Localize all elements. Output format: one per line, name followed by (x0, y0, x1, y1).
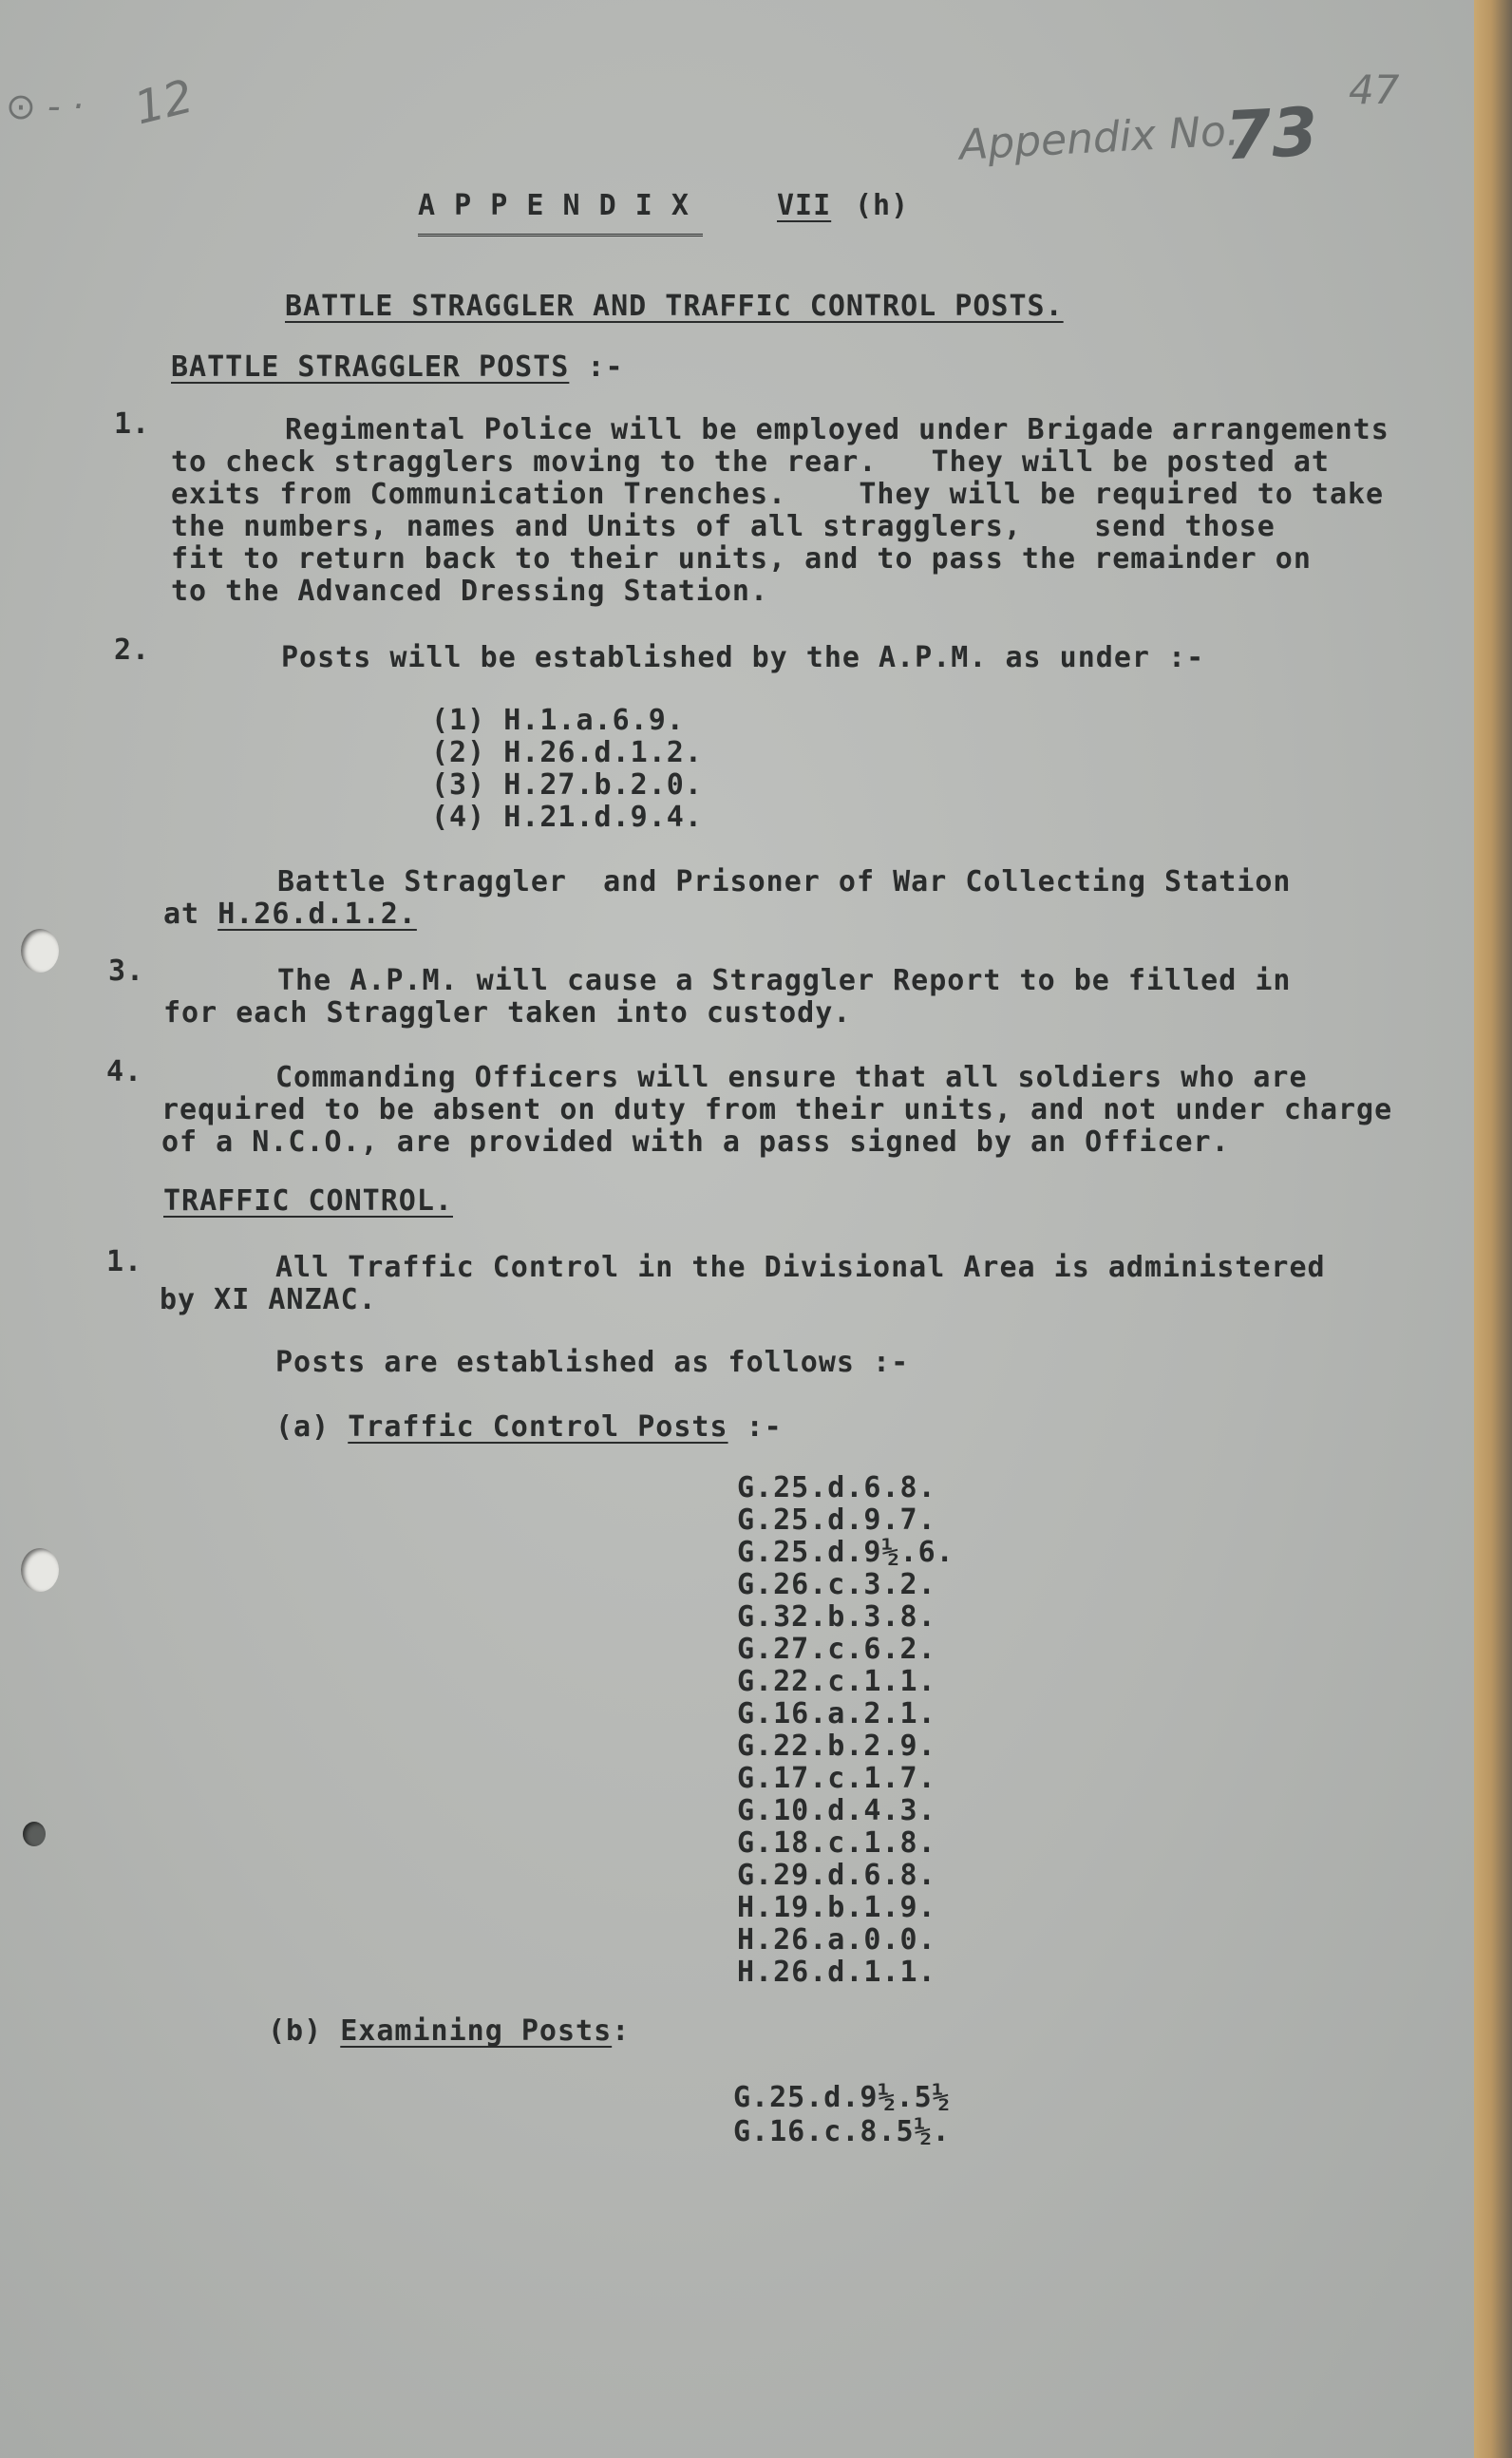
para-line: to the Advanced Dressing Station. (171, 575, 769, 608)
map-reference: G.18.c.1.8. (737, 1826, 936, 1860)
para-line: the numbers, names and Units of all stragglers, send those (171, 510, 1276, 543)
subsection-heading-traffic-posts: (a) Traffic Control Posts :- (275, 1410, 783, 1444)
post-item: (1) H.1.a.6.9. (431, 704, 685, 737)
post-item: (2) H.26.d.1.2. (431, 736, 703, 769)
punch-hole (21, 1548, 59, 1592)
appendix-number-roman: VII (777, 189, 832, 222)
map-reference: G.25.d.9.7. (737, 1503, 936, 1537)
para-line: All Traffic Control in the Divisional Area is administered (275, 1251, 1326, 1284)
punch-hole (23, 1822, 46, 1846)
map-reference: G.26.c.3.2. (737, 1568, 936, 1601)
para-number: 1. (114, 407, 151, 441)
document-title: BATTLE STRAGGLER AND TRAFFIC CONTROL POSTS. (285, 290, 1064, 323)
map-reference: G.22.b.2.9. (737, 1730, 936, 1763)
para-line: for each Straggler taken into custody. (163, 996, 852, 1030)
para-number: 2. (114, 633, 151, 667)
para-line: Regimental Police will be employed under Brigade arrangements (285, 413, 1389, 446)
appendix-label: Appendix No. (957, 106, 1241, 170)
page-edge (1474, 0, 1512, 2458)
para-number: 3. (108, 955, 145, 988)
map-reference: G.17.c.1.7. (737, 1762, 936, 1795)
para-number: 4. (106, 1055, 143, 1088)
post-item: (4) H.21.d.9.4. (431, 801, 703, 834)
map-reference: G.16.c.8.5½. (733, 2115, 951, 2148)
post-item: (3) H.27.b.2.0. (431, 768, 703, 802)
map-reference: H.26.a.0.0. (737, 1923, 936, 1957)
para-line: Posts are established as follows :- (275, 1346, 910, 1379)
traffic-post-list (737, 1472, 954, 1989)
section-heading-traffic: TRAFFIC CONTROL. (163, 1184, 453, 1218)
map-reference: G.10.d.4.3. (737, 1794, 936, 1827)
map-reference: H.26.d.1.1. (737, 1956, 936, 1989)
para-line: The A.P.M. will cause a Straggler Report to be filled in (277, 964, 1292, 997)
para-number: 1. (106, 1245, 143, 1278)
para-line: of a N.C.O., are provided with a pass signed by an Officer. (161, 1125, 1230, 1159)
para-line: at H.26.d.1.2. (163, 898, 417, 931)
appendix-suffix: (h) (855, 189, 910, 222)
map-reference: G.25.d.9½.5½ (733, 2081, 951, 2114)
map-reference: G.25.d.6.8. (737, 1471, 936, 1504)
map-reference: G.29.d.6.8. (737, 1859, 936, 1892)
para-line: Posts will be established by the A.P.M. as under :- (281, 641, 1205, 674)
para-line: to check stragglers moving to the rear. They will be posted at (171, 445, 1330, 479)
map-reference: G.25.d.9½.6. (737, 1536, 954, 1569)
appendix-heading: A P P E N D I X (418, 189, 690, 222)
heading-rule (418, 234, 703, 240)
map-reference: G.32.b.3.8. (737, 1600, 936, 1634)
map-reference: G.16.a.2.1. (737, 1697, 936, 1730)
page-number: 47 (1349, 66, 1400, 113)
map-reference: G.27.c.6.2. (737, 1633, 936, 1666)
para-line: exits from Communication Trenches. They will be required to take (171, 478, 1385, 511)
margin-mark: ⊙ - · (6, 85, 84, 127)
margin-number: 12 (129, 69, 198, 136)
para-line: by XI ANZAC. (160, 1283, 377, 1316)
para-line: required to be absent on duty from their units, and not under charge (161, 1093, 1393, 1126)
section-heading-straggler: BATTLE STRAGGLER POSTS :- (171, 350, 624, 384)
para-line: Commanding Officers will ensure that all soldiers who are (275, 1061, 1308, 1094)
map-reference: G.22.c.1.1. (737, 1665, 936, 1698)
punch-hole (21, 929, 59, 973)
para-line: Battle Straggler and Prisoner of War Collecting Station (277, 865, 1292, 898)
map-reference: H.19.b.1.9. (737, 1891, 936, 1924)
para-line: fit to return back to their units, and to pass the remainder on (171, 542, 1312, 576)
appendix-number: 73 (1222, 92, 1320, 176)
subsection-heading-examining-posts: (b) Examining Posts: (268, 2014, 631, 2048)
